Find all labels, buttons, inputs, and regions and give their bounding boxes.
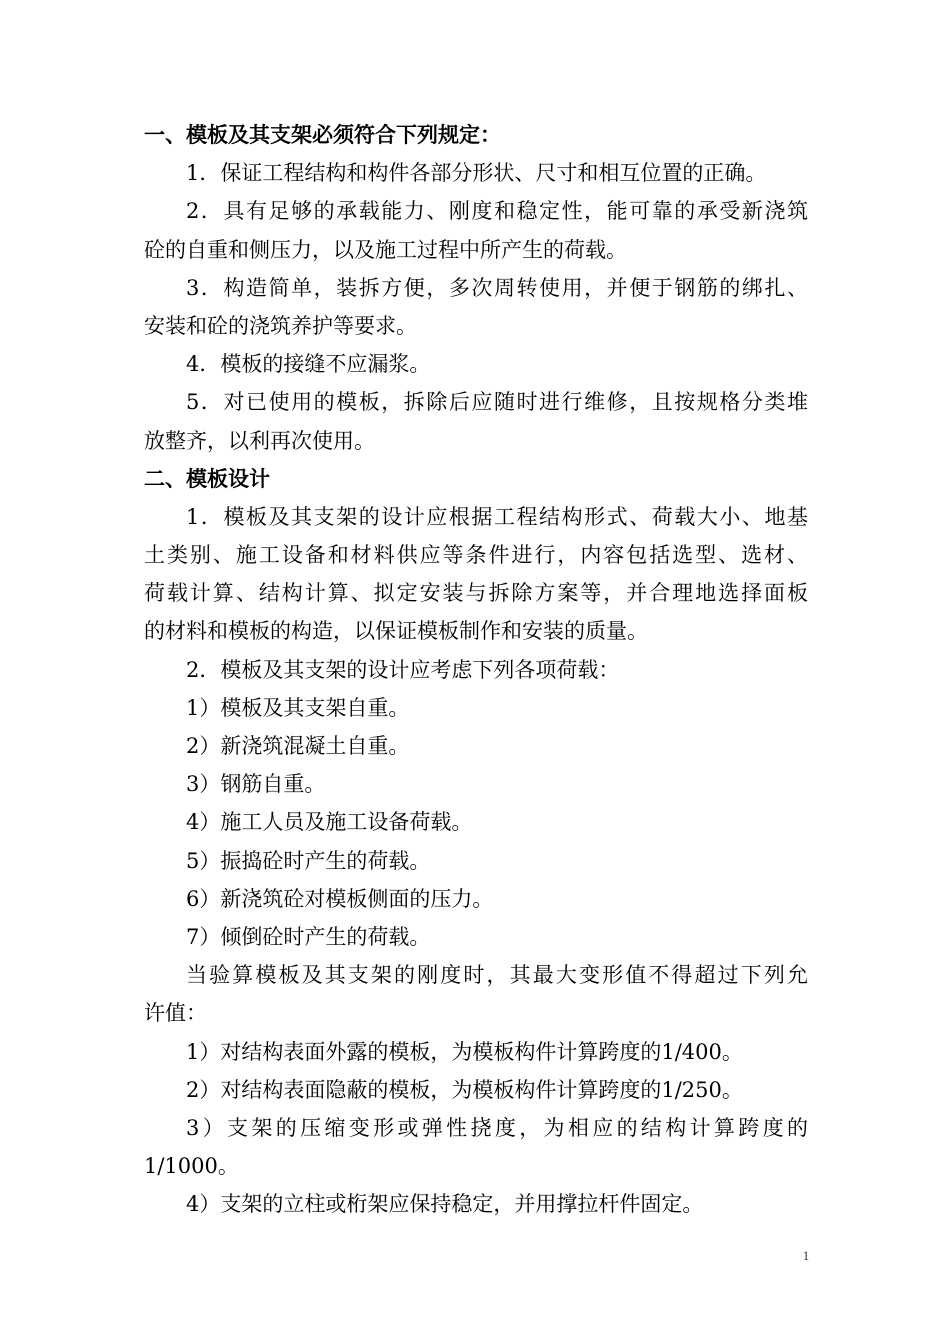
list-item: 4）施工人员及施工设备荷载。: [186, 810, 473, 835]
paragraph-line: 荷载计算、结构计算、拟定安装与拆除方案等，并合理地选择面板: [144, 581, 808, 606]
paragraph-line: 1/1000。: [144, 1154, 239, 1179]
list-item: 3）钢筋自重。: [186, 772, 326, 797]
section-heading: 一、模板及其支架必须符合下列规定：: [144, 122, 501, 147]
list-item: 3）支架的压缩变形或弹性挠度，为相应的结构计算跨度的: [186, 1115, 808, 1140]
paragraph-line: 3．构造简单，装拆方便，多次周转使用，并便于钢筋的绑扎、: [186, 275, 808, 300]
paragraph-line: 当验算模板及其支架的刚度时，其最大变形值不得超过下列允: [186, 963, 808, 988]
list-item: 1）对结构表面外露的模板，为模板构件计算跨度的1/400。: [186, 1039, 743, 1064]
list-item: 5）振捣砼时产生的荷载。: [186, 848, 431, 873]
paragraph-line: 的材料和模板的构造，以保证模板制作和安装的质量。: [144, 619, 648, 644]
paragraph-line: 砼的自重和侧压力，以及施工过程中所产生的荷载。: [144, 237, 627, 262]
paragraph-line: 土类别、施工设备和材料供应等条件进行，内容包括选型、选材、: [144, 543, 808, 568]
list-item: 7）倾倒砼时产生的荷载。: [186, 924, 431, 949]
section-heading: 二、模板设计: [144, 465, 270, 491]
list-item: 4）支架的立柱或桁架应保持稳定，并用撑拉杆件固定。: [186, 1192, 704, 1217]
paragraph-line: 2．具有足够的承载能力、刚度和稳定性，能可靠的承受新浇筑: [186, 199, 808, 224]
paragraph-line: 5．对已使用的模板，拆除后应随时进行维修，且按规格分类堆: [186, 390, 808, 415]
list-item: 2）对结构表面隐蔽的模板，为模板构件计算跨度的1/250。: [186, 1077, 743, 1102]
document-body: [144, 116, 808, 1223]
paragraph-line: 1．模板及其支架的设计应根据工程结构形式、荷载大小、地基: [186, 504, 808, 529]
list-item: 1）模板及其支架自重。: [186, 695, 410, 720]
list-item: 2）新浇筑混凝土自重。: [186, 734, 410, 758]
paragraph-line: 放整齐，以利再次使用。: [144, 428, 375, 453]
paragraph-line: 1．保证工程结构和构件各部分形状、尺寸和相互位置的正确。: [186, 161, 767, 186]
paragraph-line: 2．模板及其支架的设计应考虑下列各项荷载：: [186, 657, 620, 682]
paragraph-line: 安装和砼的浇筑养护等要求。: [144, 313, 417, 338]
paragraph-line: 许值：: [144, 1001, 207, 1026]
paragraph-line: 4．模板的接缝不应漏浆。: [186, 352, 431, 377]
list-item: 6）新浇筑砼对模板侧面的压力。: [186, 886, 494, 911]
page-number: 1: [802, 1248, 810, 1263]
